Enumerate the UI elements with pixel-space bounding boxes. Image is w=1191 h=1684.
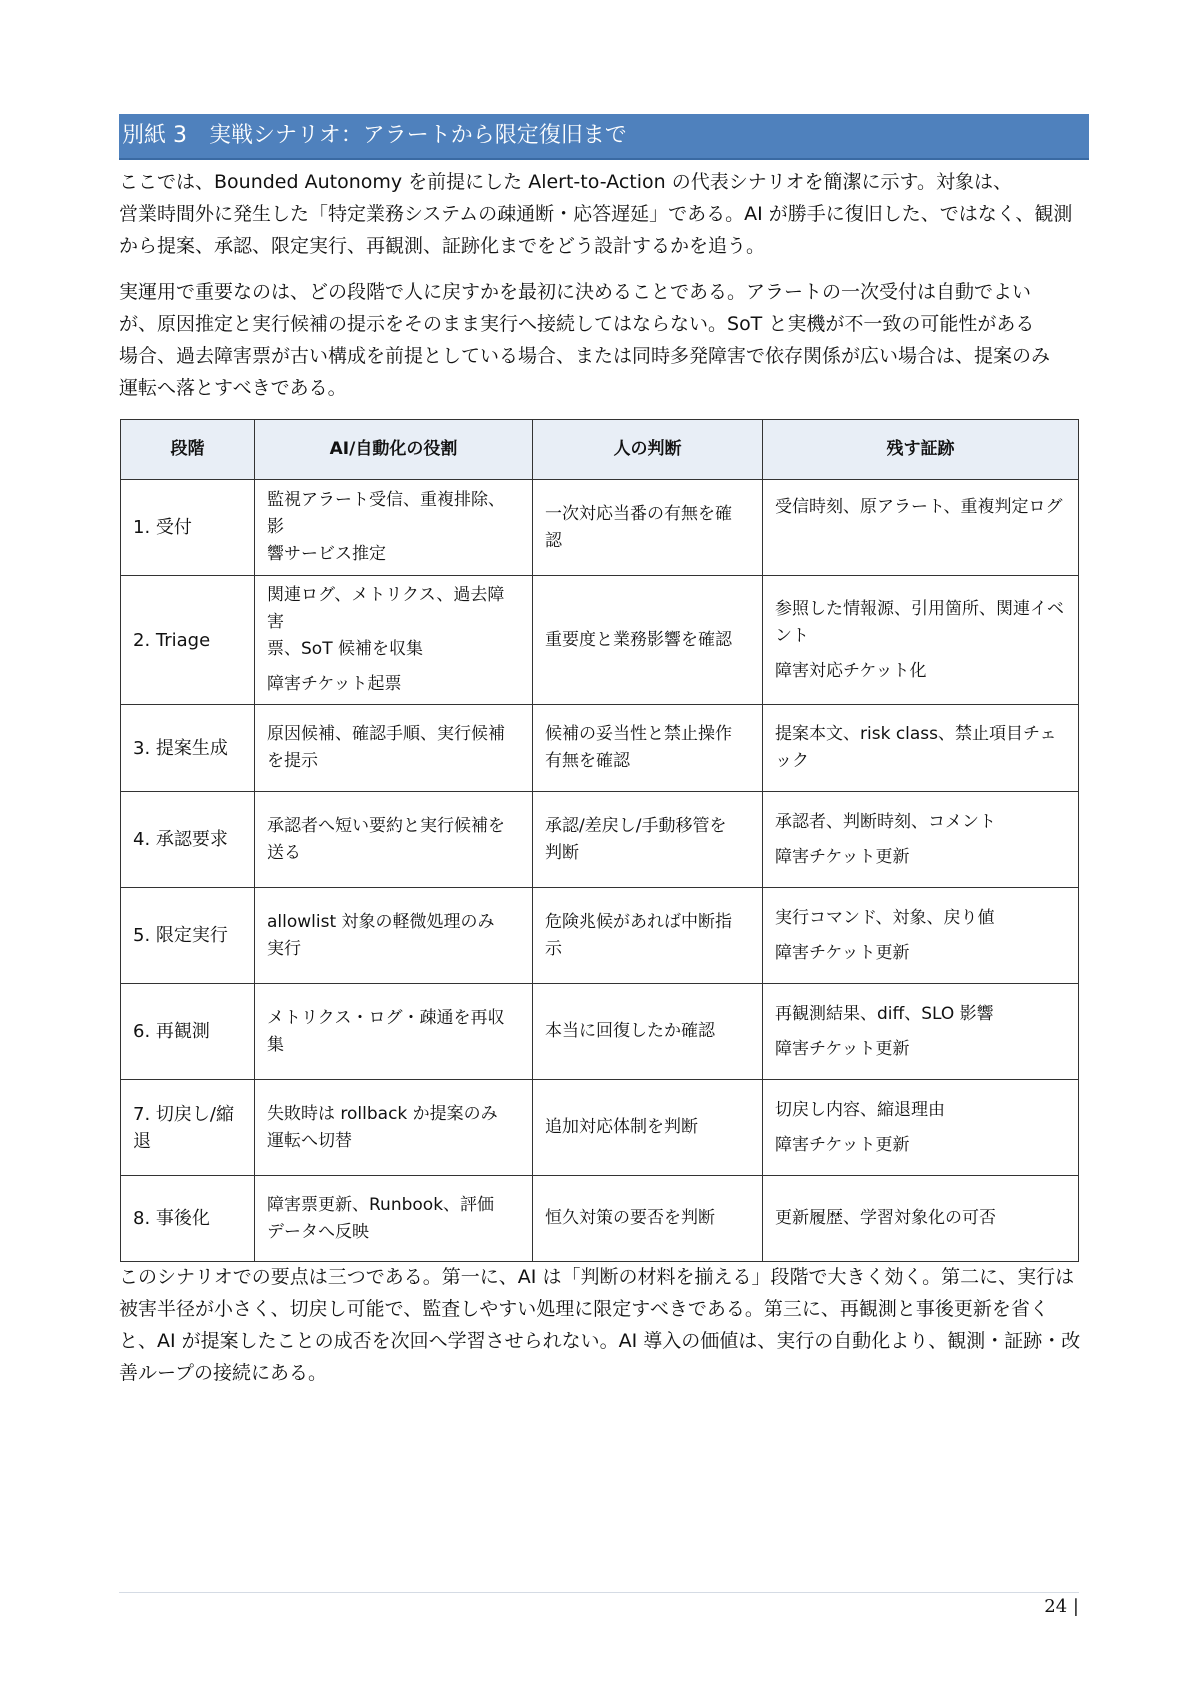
evidence-cell <box>763 888 1079 984</box>
intro-paragraph <box>119 166 1084 262</box>
summary-line: このシナリオでの要点は三つである。第一に、AI は「判断の材料を揃える」段階で大きく効く。第二に、実行は <box>119 1266 1075 1288</box>
body-line: 運転へ落とすべきである。 <box>119 377 347 399</box>
ai-role-cell <box>255 984 533 1080</box>
evidence-cell-line: 受信時刻、原アラート、重複判定ログ <box>775 497 1063 517</box>
ai-role-cell-line: allowlist 対象の軽微処理のみ <box>267 911 495 932</box>
evidence-cell-line: ック <box>775 751 809 771</box>
ai-role-cell-note: 障害チケット起票 <box>267 674 402 694</box>
human-judgment-cell-line: 認 <box>545 530 562 551</box>
human-judgment-cell <box>533 792 763 888</box>
table-row <box>121 576 1079 705</box>
human-judgment-cell-line: 判断 <box>545 842 579 863</box>
table-row <box>121 792 1079 888</box>
summary-line: 被害半径が小さく、切戻し可能で、監査しやすい処理に限定すべきである。第三に、再観測と事後更新を省く <box>119 1298 1049 1320</box>
stage-cell: 3. 提案生成 <box>121 705 255 792</box>
scenario-table <box>120 419 1079 1262</box>
human-judgment-cell-line: 危険兆候があれば中断指 <box>545 911 732 932</box>
ai-role-cell-line: 運転へ切替 <box>267 1130 352 1151</box>
evidence-cell <box>763 1080 1079 1176</box>
table-row <box>121 1176 1079 1262</box>
cell-spacer <box>267 663 520 671</box>
intro-line: 営業時間外に発生した「特定業務システムの疎通断・応答遅延」である。AI が勝手に復旧した、ではなく、観測 <box>119 203 1073 225</box>
evidence-cell-note: 障害チケット更新 <box>775 942 910 963</box>
human-judgment-cell-line: 有無を確認 <box>545 751 630 771</box>
body-paragraph <box>119 276 1084 404</box>
table-row <box>121 480 1079 576</box>
stage-cell: 2. Triage <box>121 576 255 705</box>
evidence-cell-note: 障害対応チケット化 <box>775 660 927 681</box>
evidence-cell <box>763 1176 1079 1262</box>
human-judgment-cell-line: 本当に回復したか確認 <box>545 1021 715 1041</box>
body-line: が、原因推定と実行候補の提示をそのまま実行へ接続してはならない。SoT と実機が不一致の可能性がある <box>119 313 1035 335</box>
evidence-cell <box>763 576 1079 705</box>
ai-role-cell-line: 原因候補、確認手順、実行候補 <box>267 724 505 744</box>
human-judgment-cell <box>533 1176 763 1262</box>
column-header-human-judgment: 人の判断 <box>533 420 763 480</box>
stage-cell: 5. 限定実行 <box>121 888 255 984</box>
ai-role-cell-line: 監視アラート受信、重複排除、影 <box>267 490 505 537</box>
stage-cell: 7. 切戻し/縮 退 <box>121 1080 255 1176</box>
human-judgment-cell <box>533 1080 763 1176</box>
table-body <box>121 480 1079 1262</box>
human-judgment-cell-line: 重要度と業務影響を確認 <box>545 629 732 650</box>
ai-role-cell-line: 響サービス推定 <box>267 544 386 564</box>
stage-cell: 1. 受付 <box>121 480 255 576</box>
human-judgment-cell-line: 恒久対策の要否を判断 <box>545 1208 715 1228</box>
evidence-cell-line: 承認者、判断時刻、コメント <box>775 811 996 832</box>
cell-spacer <box>775 932 1066 940</box>
evidence-cell-note: 障害チケット更新 <box>775 1038 910 1059</box>
section-heading: 別紙 3 実戦シナリオ：アラートから限定復旧まで <box>119 114 1089 160</box>
table-row <box>121 705 1079 792</box>
column-header-evidence: 残す証跡 <box>763 420 1079 480</box>
ai-role-cell <box>255 705 533 792</box>
ai-role-cell-line: 票、SoT 候補を収集 <box>267 639 423 659</box>
evidence-cell-note: 障害チケット更新 <box>775 846 910 867</box>
column-header-ai-role: AI/自動化の役割 <box>255 420 533 480</box>
ai-role-cell-line: 承認者へ短い要約と実行候補を <box>267 815 505 836</box>
ai-role-cell <box>255 1080 533 1176</box>
evidence-cell-line: 実行コマンド、対象、戻り値 <box>775 907 995 928</box>
human-judgment-cell <box>533 705 763 792</box>
human-judgment-cell <box>533 984 763 1080</box>
ai-role-cell <box>255 480 533 576</box>
ai-role-cell-line: 実行 <box>267 938 301 959</box>
ai-role-cell-line: を提示 <box>267 751 318 771</box>
human-judgment-cell-line: 承認/差戻し/手動移管を <box>545 815 727 836</box>
page-number: 24 | <box>1044 1596 1079 1617</box>
cell-spacer <box>775 1124 1066 1132</box>
cell-spacer <box>775 1028 1066 1036</box>
evidence-cell-line: 更新履歴、学習対象化の可否 <box>775 1208 996 1228</box>
footer-divider <box>119 1592 1079 1593</box>
evidence-cell-note: 障害チケット更新 <box>775 1134 910 1155</box>
stage-cell: 8. 事後化 <box>121 1176 255 1262</box>
ai-role-cell-line: 送る <box>267 842 301 863</box>
table-header-row <box>121 420 1079 480</box>
table-row <box>121 984 1079 1080</box>
human-judgment-cell <box>533 480 763 576</box>
summary-line: 善ループの接続にある。 <box>119 1362 328 1384</box>
ai-role-cell <box>255 888 533 984</box>
human-judgment-cell-line: 示 <box>545 938 562 959</box>
ai-role-cell <box>255 576 533 705</box>
table-row <box>121 1080 1079 1176</box>
evidence-cell <box>763 792 1079 888</box>
evidence-cell <box>763 984 1079 1080</box>
evidence-cell-line: 切戻し内容、縮退理由 <box>775 1099 945 1120</box>
ai-role-cell-line: メトリクス・ログ・疎通を再収集 <box>267 1007 505 1055</box>
evidence-cell-line: 参照した情報源、引用箇所、関連イベ <box>775 598 1064 619</box>
cell-spacer <box>775 650 1066 658</box>
ai-role-cell-line: 失敗時は rollback か提案のみ <box>267 1103 498 1124</box>
human-judgment-cell <box>533 888 763 984</box>
ai-role-cell <box>255 1176 533 1262</box>
summary-line: と、AI が提案したことの成否を次回へ学習させられない。AI 導入の価値は、実行の自動化より、観測・証跡・改 <box>119 1330 1081 1352</box>
human-judgment-cell-line: 追加対応体制を判断 <box>545 1117 698 1137</box>
ai-role-cell-line: 関連ログ、メトリクス、過去障害 <box>267 585 505 632</box>
summary-paragraph <box>119 1261 1084 1389</box>
human-judgment-cell-line: 一次対応当番の有無を確 <box>545 503 732 524</box>
human-judgment-cell <box>533 576 763 705</box>
body-line: 場合、過去障害票が古い構成を前提としている場合、または同時多発障害で依存関係が広い場合は、提案のみ <box>119 345 1051 367</box>
column-header-stage: 段階 <box>121 420 255 480</box>
evidence-cell <box>763 705 1079 792</box>
stage-cell: 4. 承認要求 <box>121 792 255 888</box>
ai-role-cell <box>255 792 533 888</box>
evidence-cell-line: 提案本文、risk class、禁止項目チェ <box>775 724 1057 744</box>
evidence-cell-line: ント <box>775 625 809 646</box>
ai-role-cell-line: データへ反映 <box>267 1221 369 1242</box>
evidence-cell-line: 再観測結果、diff、SLO 影響 <box>775 1003 994 1024</box>
intro-line: ここでは、Bounded Autonomy を前提にした Alert-to-Action の代表シナリオを簡潔に示す。対象は、 <box>119 171 1012 193</box>
table-row <box>121 888 1079 984</box>
body-line: 実運用で重要なのは、どの段階で人に戻すかを最初に決めることである。アラートの一次受付は自動でよい <box>119 281 1032 303</box>
stage-cell: 6. 再観測 <box>121 984 255 1080</box>
evidence-cell <box>763 480 1079 576</box>
human-judgment-cell-line: 候補の妥当性と禁止操作 <box>545 724 732 744</box>
cell-spacer <box>775 836 1066 844</box>
ai-role-cell-line: 障害票更新、Runbook、評価 <box>267 1194 495 1215</box>
intro-line: から提案、承認、限定実行、再観測、証跡化までをどう設計するかを追う。 <box>119 235 766 257</box>
